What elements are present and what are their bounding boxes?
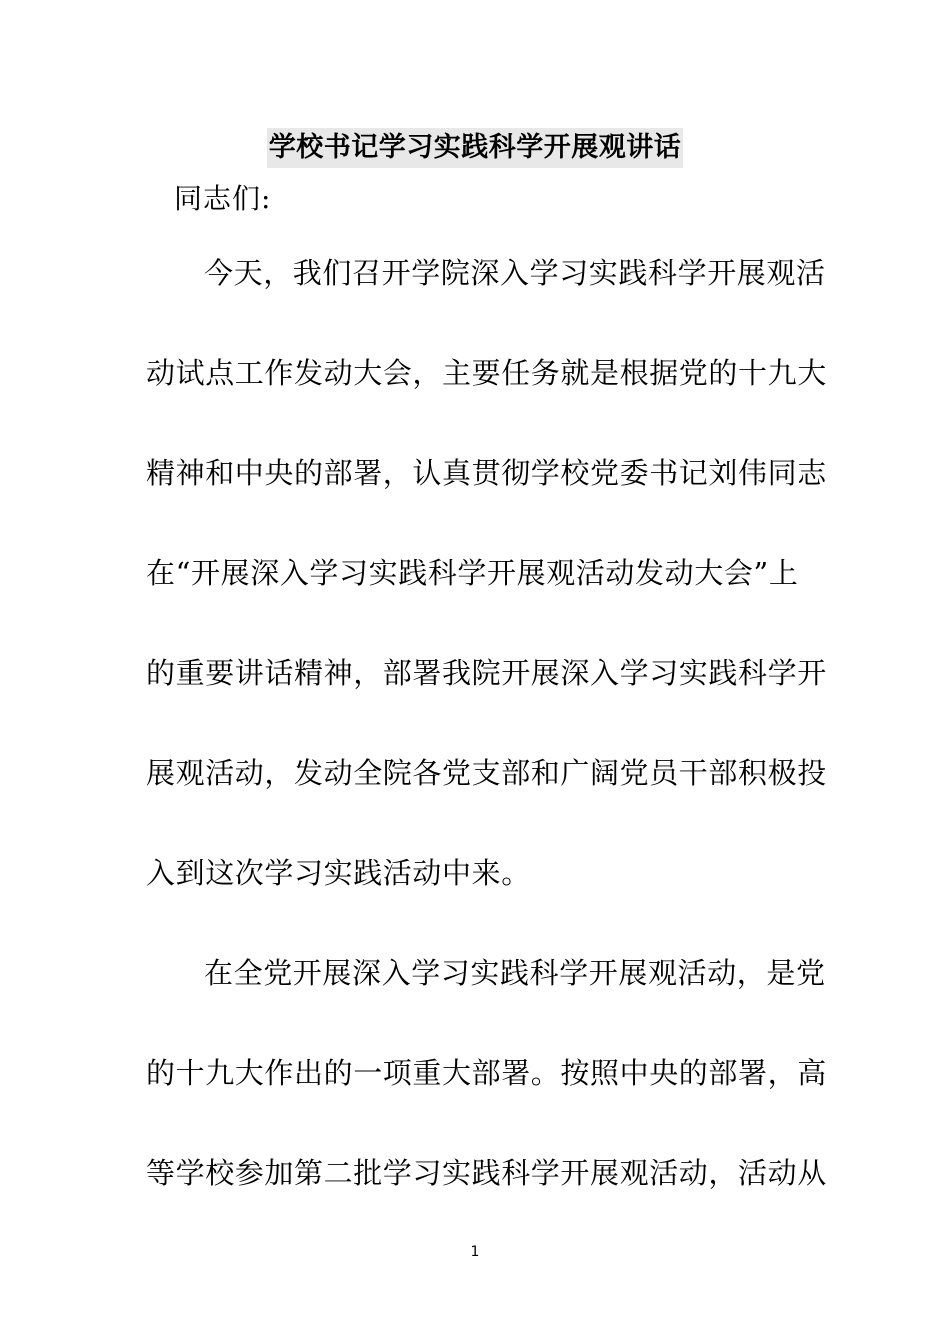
paragraph-line: 动试点工作发动大会，主要任务就是根据党的十九大	[146, 356, 827, 390]
page-number: 1	[470, 1244, 480, 1260]
paragraph-line: 入到这次学习实践活动中来。	[146, 856, 531, 890]
paragraph-line: 今天，我们召开学院深入学习实践科学开展观活	[204, 256, 826, 290]
paragraph-line: 展观活动，发动全院各党支部和广阔党员干部积极投	[146, 756, 827, 790]
document-title: 学校书记学习实践科学开展观讲话	[267, 128, 684, 168]
salutation: 同志们:	[174, 182, 272, 215]
paragraph-line: 等学校参加第二批学习实践科学开展观活动，活动从	[146, 1156, 827, 1190]
paragraph-line: 在全党开展深入学习实践科学开展观活动，是党	[204, 956, 826, 990]
paragraph-line: 的十九大作出的一项重大部署。按照中央的部署，高	[146, 1056, 827, 1090]
paragraph-line: 精神和中央的部署，认真贯彻学校党委书记刘伟同志	[146, 456, 827, 490]
title-container	[0, 128, 950, 168]
paragraph-2	[146, 950, 827, 1250]
paragraph-1	[146, 250, 827, 950]
paragraph-line: 在“开展深入学习实践科学开展观活动发动大会”上	[146, 556, 799, 590]
paragraph-line: 的重要讲话精神，部署我院开展深入学习实践科学开	[146, 656, 827, 690]
